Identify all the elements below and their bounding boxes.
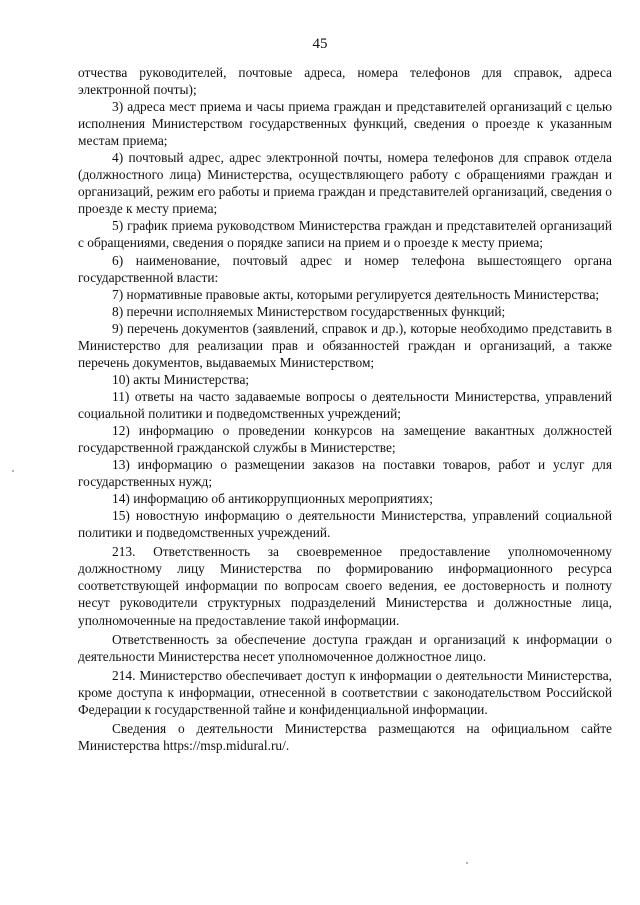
scan-speck-right (466, 862, 468, 864)
list-item-9: 9) перечень документов (заявлений, справок и др.), которые необходимо представить в Министерство для реализации прав и обязанностей граждан и организаций, а также перечень документов, выдаваемых Министерством; (78, 320, 612, 370)
clause-213-responsibility: Ответственность за обеспечение доступа граждан и организаций к информации о деятельности Министерства несет уполномоченное должностное лицо. (78, 631, 612, 664)
list-item-11: 11) ответы на часто задаваемые вопросы о деятельности Министерства, управлений социальной политики и подведомственных учреждений; (78, 388, 612, 421)
page-number: 45 (312, 36, 328, 52)
list-item-5: 5) график приема руководством Министерства граждан и представителей организаций с обращениями, сведения о порядке записи на прием и о проезде к месту приема; (78, 218, 612, 251)
clause-214: 214. Министерство обеспечивает доступ к информации о деятельности Министерства, кроме доступа к информации, отнесенной в соответствии с законодательством Российской Федерации к государственной тайне и конфиденциальной информации. (78, 667, 612, 717)
paragraph-continuation: отчества руководителей, почтовые адреса, номера телефонов для справок, адреса электронной почты); (78, 65, 612, 98)
document-body (78, 64, 612, 754)
list-item-13: 13) информацию о размещении заказов на поставки товаров, работ и услуг для государственных нужд; (78, 457, 612, 490)
list-item-4: 4) почтовый адрес, адрес электронной почты, номера телефонов для справок отдела (должностного лица) Министерства, осуществляющего работу с обращениями граждан и организаций, режим его работы и приема граждан и представителей организаций, сведения о проезде к месту приема; (78, 150, 612, 217)
clause-214-website: Сведения о деятельности Министерства размещаются на официальном сайте Министерства https://msp.midural.ru/. (78, 720, 612, 753)
scan-speck-left (12, 470, 14, 472)
list-item-15: 15) новостную информацию о деятельности Министерства, управлений социальной политики и подведомственных учреждений. (78, 508, 612, 541)
list-item-3: 3) адреса мест приема и часы приема граждан и представителей организаций с целью исполнения Министерством государственных функций, сведения о проезде к указанным местам приема; (78, 99, 612, 149)
list-item-10: 10) акты Министерства; (112, 371, 250, 387)
list-item-6: 6) наименование, почтовый адрес и номер телефона вышестоящего органа государственной власти: (78, 252, 612, 285)
clause-213: 213. Ответственность за своевременное предоставление уполномоченному должностному лицу Министерства по формированию информационного ресурса соответствующей информации по вопросам своего ведения, ее достоверность и полноту несут руководители структурных подразделений Министерства и должностные лица, уполномоченные на предоставление такой информации. (78, 544, 612, 628)
list-item-14: 14) информацию об антикоррупционных мероприятиях; (112, 491, 433, 507)
list-item-8: 8) перечни исполняемых Министерством государственных функций; (112, 303, 506, 319)
list-item-12: 12) информацию о проведении конкурсов на замещение вакантных должностей государственной гражданской службы в Министерстве; (78, 422, 612, 456)
list-item-7: 7) нормативные правовые акты, которыми регулируется деятельность Министерства; (112, 286, 600, 302)
